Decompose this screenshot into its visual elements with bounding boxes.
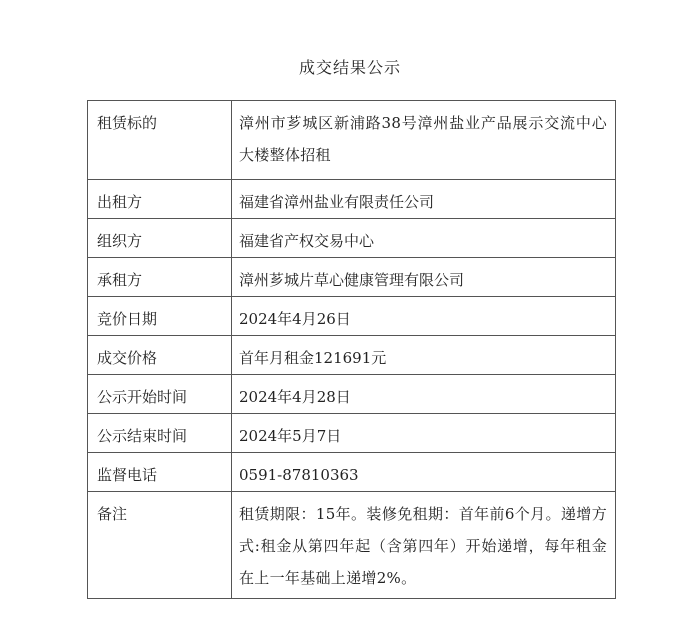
row-value-lessee: 漳州芗城片草心健康管理有限公司 xyxy=(232,258,616,297)
document-title: 成交结果公示 xyxy=(298,58,401,77)
row-label-notice-start: 公示开始时间 xyxy=(88,375,232,414)
row-value-bid-date: 2024年4月26日 xyxy=(232,297,616,336)
row-label-notice-end: 公示结束时间 xyxy=(88,414,232,453)
table-row xyxy=(88,219,616,258)
row-label-bid-date: 竞价日期 xyxy=(88,297,232,336)
row-value-deal-price: 首年月租金121691元 xyxy=(232,336,616,375)
row-label-lessee: 承租方 xyxy=(88,258,232,297)
row-value-notice-start: 2024年4月28日 xyxy=(232,375,616,414)
table-row xyxy=(88,336,616,375)
row-value-organizer: 福建省产权交易中心 xyxy=(232,219,616,258)
table-row xyxy=(88,414,616,453)
row-label-lessor: 出租方 xyxy=(88,180,232,219)
row-value-supervision-phone: 0591-87810363 xyxy=(232,453,616,492)
row-label-lease-object: 租赁标的 xyxy=(88,101,232,180)
row-label-supervision-phone: 监督电话 xyxy=(88,453,232,492)
row-label-organizer: 组织方 xyxy=(88,219,232,258)
table-row xyxy=(88,180,616,219)
row-value-lease-object: 漳州市芗城区新浦路38号漳州盐业产品展示交流中心大楼整体招租 xyxy=(232,101,616,180)
row-value-notice-end: 2024年5月7日 xyxy=(232,414,616,453)
table-row xyxy=(88,492,616,599)
row-label-remarks: 备注 xyxy=(88,492,232,599)
row-value-lessor: 福建省漳州盐业有限责任公司 xyxy=(232,180,616,219)
result-table xyxy=(87,100,616,599)
table-row xyxy=(88,375,616,414)
table-row xyxy=(88,101,616,180)
table-row xyxy=(88,297,616,336)
row-label-deal-price: 成交价格 xyxy=(88,336,232,375)
row-value-remarks: 租赁期限：15年。装修免租期：首年前6个月。递增方式:租金从第四年起（含第四年）开始递增，每年租金在上一年基础上递增2%。 xyxy=(232,492,616,599)
table-row xyxy=(88,258,616,297)
table-row xyxy=(88,453,616,492)
